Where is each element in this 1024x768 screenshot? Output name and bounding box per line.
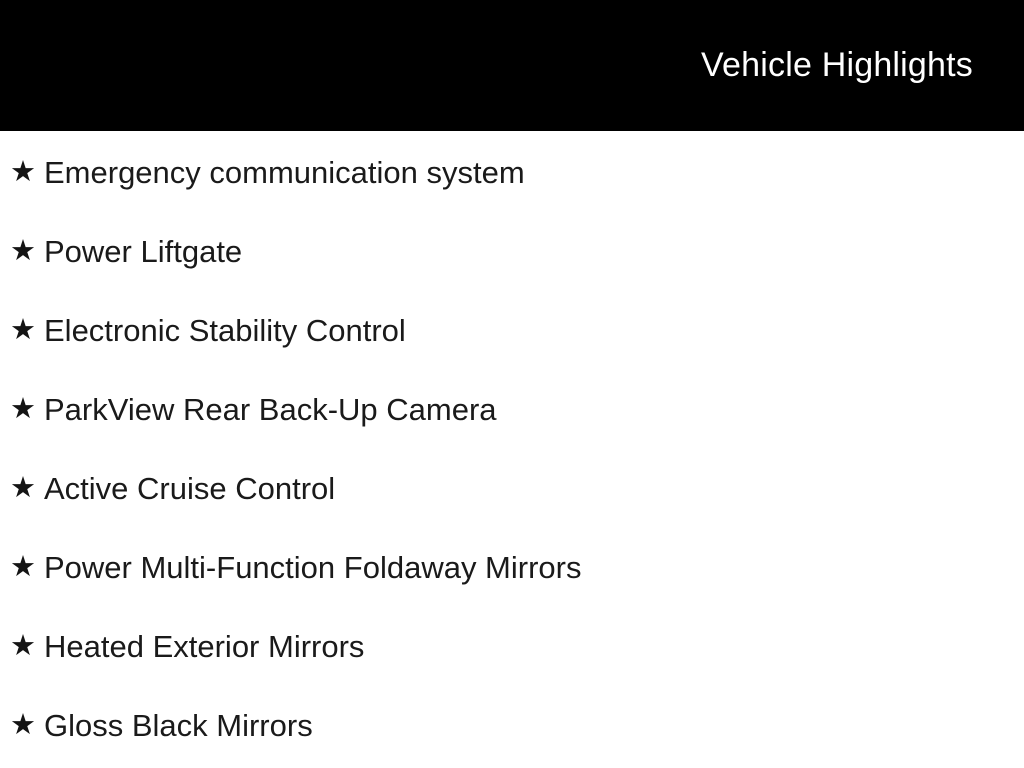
list-item (0, 607, 1024, 686)
highlight-label: Gloss Black Mirrors (44, 707, 313, 743)
highlight-label: Active Cruise Control (44, 470, 336, 506)
list-item (0, 686, 1024, 765)
star-bullet-icon: ★ (10, 549, 36, 583)
highlight-label: Heated Exterior Mirrors (44, 628, 365, 664)
star-bullet-icon: ★ (10, 312, 36, 346)
highlight-label: Power Multi-Function Foldaway Mirrors (44, 549, 582, 585)
vehicle-highlights-list (0, 131, 1024, 765)
star-bullet-icon: ★ (10, 233, 36, 267)
list-item (0, 370, 1024, 449)
list-item (0, 212, 1024, 291)
star-bullet-icon: ★ (10, 154, 36, 188)
star-bullet-icon: ★ (10, 470, 36, 504)
highlight-label: Emergency communication system (44, 154, 525, 190)
list-item (0, 291, 1024, 370)
list-item (0, 449, 1024, 528)
star-bullet-icon: ★ (10, 707, 36, 741)
highlight-label: ParkView Rear Back-Up Camera (44, 391, 497, 427)
highlight-label: Electronic Stability Control (44, 312, 406, 348)
list-item (0, 133, 1024, 212)
star-bullet-icon: ★ (10, 628, 36, 662)
page-title: Vehicle Highlights (701, 46, 973, 84)
highlight-label: Power Liftgate (44, 233, 243, 269)
star-bullet-icon: ★ (10, 391, 36, 425)
vehicle-highlights-header (0, 0, 1024, 131)
list-item (0, 528, 1024, 607)
